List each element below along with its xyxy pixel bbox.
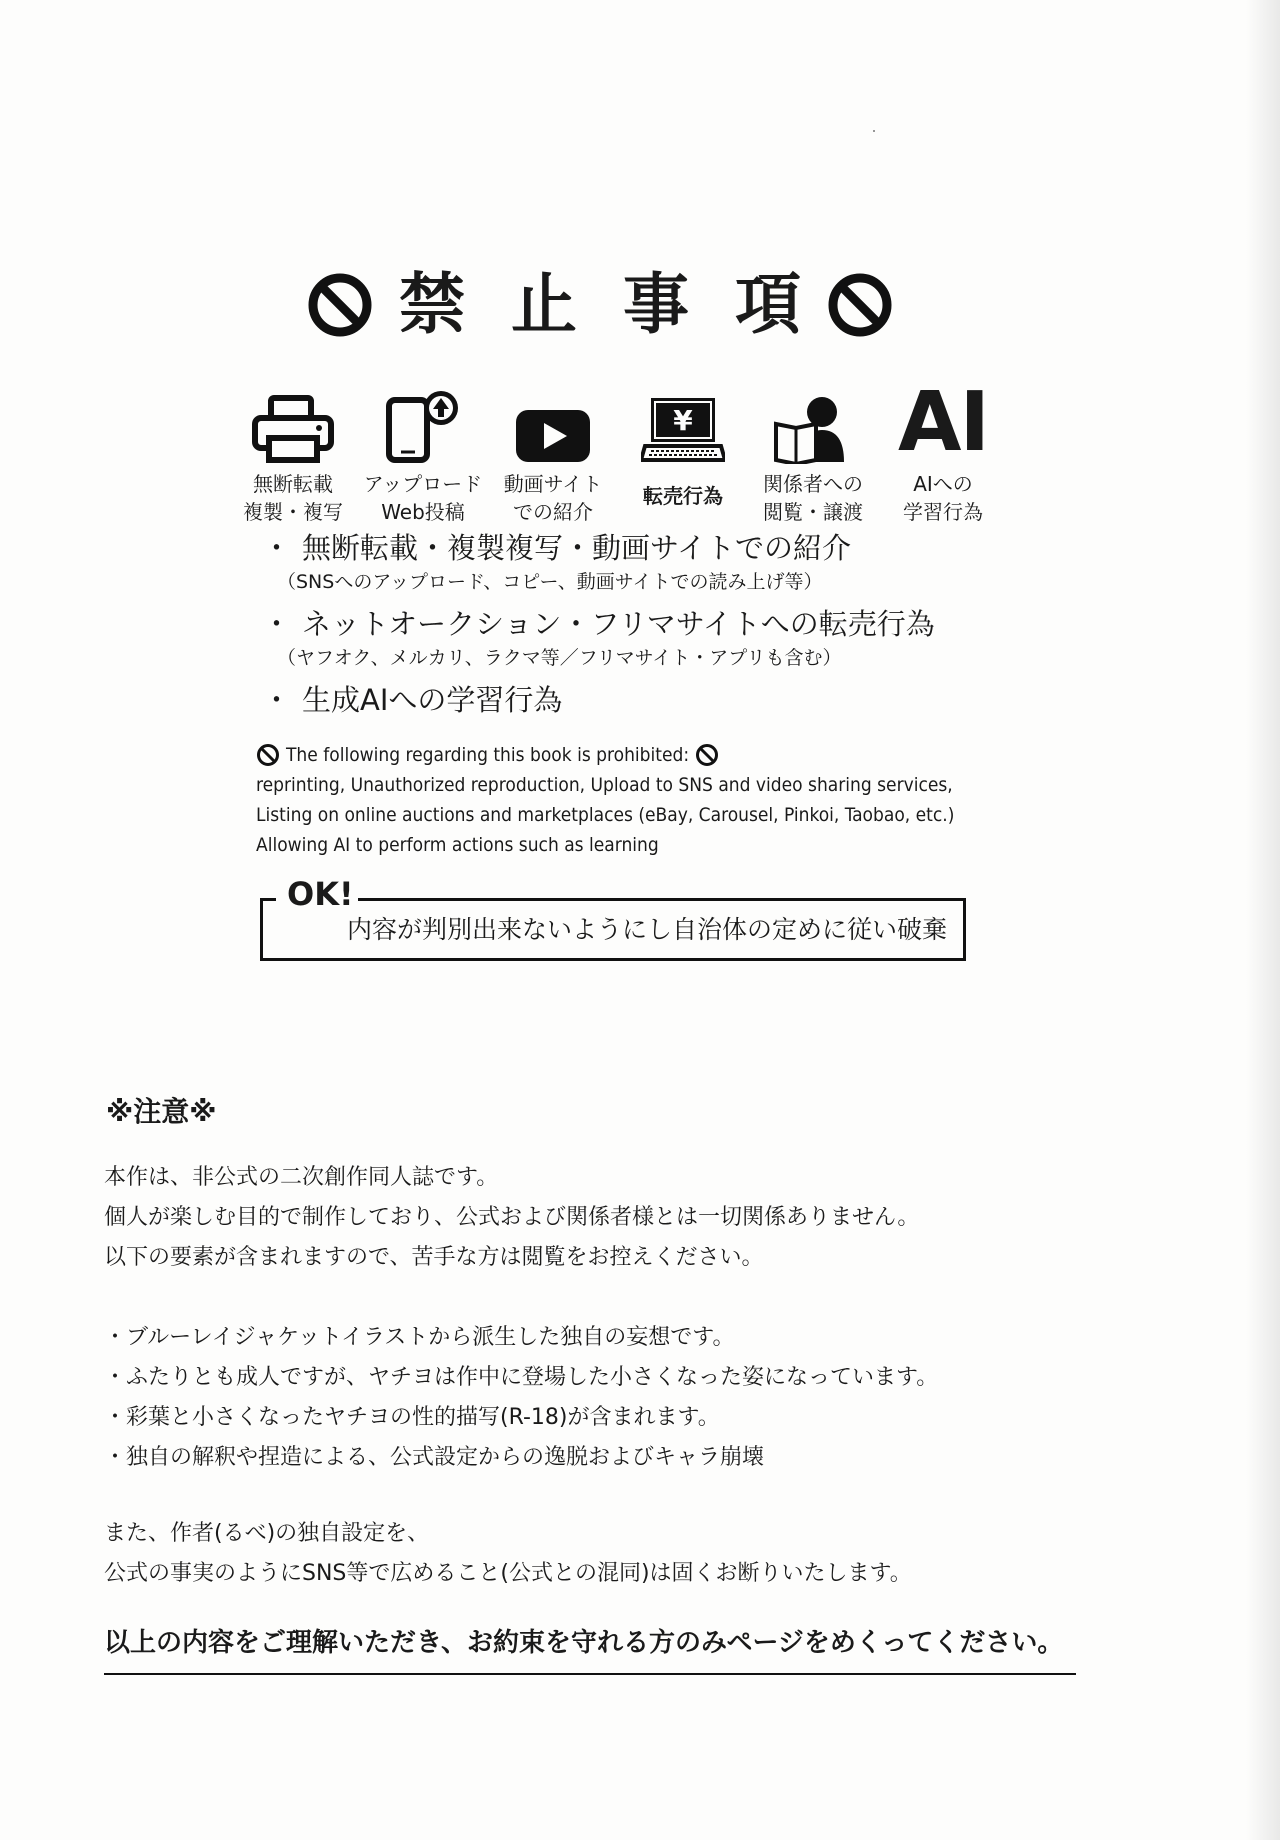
prohibited-title: 禁止事項 [399, 266, 847, 343]
notice-intro [104, 1158, 919, 1278]
notice-line: 公式の事実のようにSNS等で広めること(公式との混同)は固くお断りいたします。 [104, 1561, 912, 1586]
icon-caption-line: 無断転載 [253, 472, 333, 496]
bullet-text: 生成AIへの学習行為 [302, 683, 563, 717]
english-line: reprinting, Unauthorized reproduction, Upload to SNS and video sharing services, [256, 774, 953, 796]
no-entry-icon [827, 272, 893, 338]
notice-items [104, 1318, 938, 1478]
prohibited-title-row [0, 266, 1200, 343]
ai-text-icon: AI [898, 375, 988, 470]
bullet-subtext: （ヤフオク、メルカリ、ラクマ等／フリマサイト・アプリも含む） [277, 647, 842, 669]
bullet-text: 無断転載・複製複写・動画サイトでの紹介 [302, 531, 851, 565]
prohibited-bullets [262, 528, 1022, 720]
notice-item: ・彩葉と小さくなったヤチヨの性的描写(R-18)が含まれます。 [104, 1405, 720, 1430]
page-edge-shadow [1246, 0, 1280, 1840]
printer-icon [249, 394, 337, 464]
yen-symbol: ¥ [673, 404, 693, 437]
no-entry-icon [307, 272, 373, 338]
laptop-yen-icon [641, 394, 725, 464]
english-line: Listing on online auctions and marketplaces (eBay, Carousel, Pinkoi, Taobao, etc.) [256, 804, 955, 826]
icon-caption-line: 関係者への [763, 472, 863, 496]
notice-item: ・ふたりとも成人ですが、ヤチヨは作中に登場した小さくなった姿になっています。 [104, 1365, 939, 1390]
notice-line: 個人が楽しむ目的で制作しており、公式および関係者様とは一切関係ありません。 [104, 1205, 920, 1230]
notice-item: ・ブルーレイジャケットイラストから派生した独自の妄想です。 [104, 1325, 735, 1350]
icon-cell-reprint [228, 374, 358, 526]
bullet-item [262, 680, 1022, 720]
video-play-icon [514, 408, 592, 464]
notice-closing [104, 1514, 912, 1594]
final-notice: 以上の内容をご理解いただき、お約束を守れる方のみページをめくってください。 [104, 1622, 1076, 1675]
icon-cell-upload [358, 374, 488, 526]
bullet-item [262, 604, 1022, 644]
english-line: Allowing AI to perform actions such as learning [256, 834, 659, 856]
icon-caption-line: 動画サイト [503, 472, 603, 496]
notice-heading: ※注意※ [106, 1095, 217, 1128]
english-line: The following regarding this book is prohibited: [286, 744, 690, 766]
paper-speck [873, 130, 875, 132]
icon-caption-line: アップロード [363, 472, 483, 496]
icon-cell-resale [618, 374, 748, 526]
bullet-dot: ・ [262, 683, 292, 717]
notice-line: また、作者(るべ)の独自設定を、 [104, 1521, 430, 1546]
english-notice [256, 740, 1016, 860]
ok-disposal-box [260, 875, 966, 961]
icon-cell-share [748, 374, 878, 526]
no-entry-icon [256, 743, 280, 767]
notice-item: ・独自の解釈や捏造による、公式設定からの逸脱およびキャラ崩壊 [104, 1445, 765, 1470]
ok-text: 内容が判別出来ないようにし自治体の定めに従い破棄 [347, 915, 948, 944]
icon-caption-line: AIへの [913, 472, 973, 496]
bullet-dot: ・ [262, 531, 292, 565]
prohibited-icons-row [228, 374, 1008, 526]
icon-caption-line: 学習行為 [903, 500, 983, 524]
bullet-text: ネットオークション・フリマサイトへの転売行為 [302, 607, 935, 641]
bullet-item [262, 528, 1022, 568]
person-book-icon [772, 394, 854, 464]
bullet-dot: ・ [262, 607, 292, 641]
notice-line: 以下の要素が含まれますので、苦手な方は閲覧をお控えください。 [104, 1245, 764, 1270]
icon-caption-line: Web投稿 [381, 500, 465, 524]
ok-label: OK! [281, 876, 360, 912]
no-entry-icon [695, 743, 719, 767]
icon-caption-line: 転売行為 [643, 484, 723, 508]
icon-caption-line: 閲覧・譲渡 [763, 500, 863, 524]
icon-caption-line: での紹介 [512, 500, 593, 524]
icon-cell-ai [878, 374, 1008, 526]
phone-upload-icon [383, 388, 463, 464]
bullet-subtext: （SNSへのアップロード、コピー、動画サイトでの読み上げ等） [277, 571, 823, 593]
icon-cell-video [488, 374, 618, 526]
notice-line: 本作は、非公式の二次創作同人誌です。 [104, 1165, 499, 1190]
icon-caption-line: 複製・複写 [243, 500, 343, 524]
